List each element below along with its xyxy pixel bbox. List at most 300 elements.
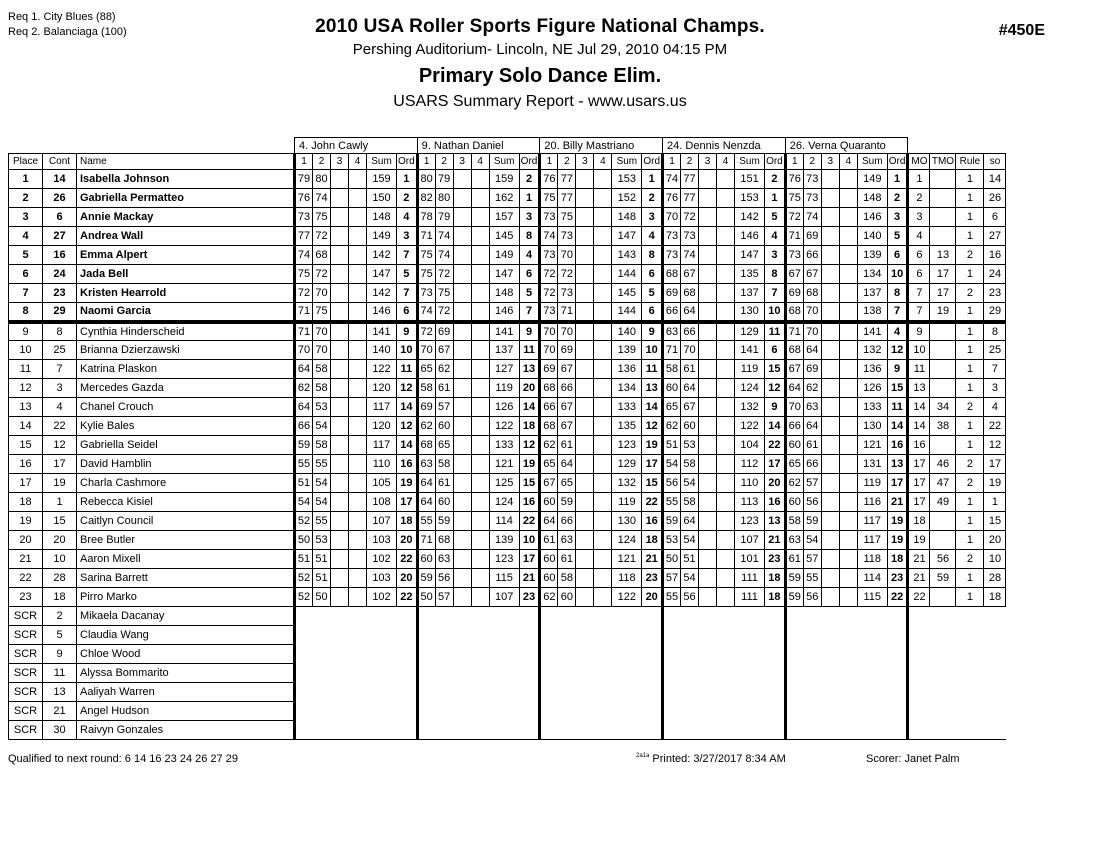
score-cell	[331, 246, 349, 265]
scorer-line: Scorer: Janet Palm	[866, 753, 960, 765]
score-cell	[717, 493, 735, 512]
rule-cell: 2	[956, 246, 984, 265]
score-cell: 69	[417, 398, 435, 417]
score-cell: 68	[681, 284, 699, 303]
ordinal-cell: 7	[397, 246, 418, 265]
ordinal-cell: 9	[887, 360, 908, 379]
sum-ordinals-cell: 6	[984, 208, 1006, 227]
sum-ordinals-cell	[984, 721, 1006, 740]
majority-ordinal-cell	[908, 645, 930, 664]
score-cell	[558, 702, 576, 721]
score-cell	[331, 436, 349, 455]
contestant-number-cell: 14	[43, 170, 77, 189]
score-cell	[803, 702, 821, 721]
score-cell	[331, 512, 349, 531]
score-cell: 57	[663, 569, 681, 588]
ordinal-cell: 21	[765, 531, 786, 550]
score-cell: 72	[558, 265, 576, 284]
score-cell	[453, 208, 471, 227]
score-cell: 68	[785, 303, 803, 322]
score-cell	[717, 512, 735, 531]
ordinal-cell	[765, 645, 786, 664]
rule-cell: 1	[956, 512, 984, 531]
score-cell: 61	[681, 360, 699, 379]
score-cell	[453, 683, 471, 702]
ordinal-cell: 15	[765, 360, 786, 379]
sum-cell: 136	[857, 360, 887, 379]
ordinal-cell: 2	[887, 189, 908, 208]
score-cell	[594, 512, 612, 531]
sum-cell: 149	[489, 246, 519, 265]
score-cell	[313, 702, 331, 721]
score-cell	[594, 455, 612, 474]
score-cell: 64	[417, 493, 435, 512]
score-cell	[699, 588, 717, 607]
score-cell	[821, 379, 839, 398]
ordinal-cell: 7	[519, 303, 540, 322]
sum-ordinals-cell: 25	[984, 341, 1006, 360]
score-cell	[331, 265, 349, 284]
contestant-number-cell: 8	[43, 322, 77, 341]
rule-cell: 1	[956, 417, 984, 436]
score-cell: 72	[435, 303, 453, 322]
contestant-number-cell: 9	[43, 645, 77, 664]
skater-name-cell: David Hamblin	[77, 455, 295, 474]
place-cell: 1	[9, 170, 43, 189]
score-cell	[471, 208, 489, 227]
score-cell: 77	[558, 189, 576, 208]
sum-cell	[857, 607, 887, 626]
ordinal-cell	[519, 645, 540, 664]
score-cell: 55	[417, 512, 435, 531]
score-cell: 54	[313, 474, 331, 493]
score-cell: 61	[803, 436, 821, 455]
score-cell	[821, 265, 839, 284]
score-cell	[594, 208, 612, 227]
score-cell: 72	[313, 227, 331, 246]
result-row	[9, 246, 1006, 265]
total-majority-ordinal-cell	[930, 626, 956, 645]
total-majority-ordinal-cell	[930, 379, 956, 398]
skater-name-cell: Gabriella Seidel	[77, 436, 295, 455]
score-cell: 70	[663, 208, 681, 227]
ordinal-cell: 7	[765, 284, 786, 303]
ordinal-cell: 1	[887, 170, 908, 189]
score-cell: 65	[417, 360, 435, 379]
result-row	[9, 417, 1006, 436]
sum-cell	[489, 626, 519, 645]
score-cell	[594, 664, 612, 683]
ordinal-cell: 5	[397, 265, 418, 284]
total-majority-ordinal-cell: 34	[930, 398, 956, 417]
ordinal-cell	[397, 607, 418, 626]
sum-cell: 102	[367, 550, 397, 569]
score-cell: 54	[803, 531, 821, 550]
score-cell	[821, 455, 839, 474]
judge-name-header: 24. Dennis Nenzda	[663, 138, 786, 154]
ordinal-cell: 2	[765, 170, 786, 189]
score-cell: 68	[540, 379, 558, 398]
score-cell	[453, 341, 471, 360]
score-cell: 77	[681, 170, 699, 189]
place-cell: 23	[9, 588, 43, 607]
sum-cell: 132	[612, 474, 642, 493]
score-cell	[331, 550, 349, 569]
sum-cell: 139	[489, 531, 519, 550]
score-cell	[839, 379, 857, 398]
score-cell	[839, 474, 857, 493]
ordinal-cell: 12	[519, 436, 540, 455]
total-majority-ordinal-cell	[930, 227, 956, 246]
score-cell	[821, 436, 839, 455]
score-cell	[821, 322, 839, 341]
score-cell	[540, 721, 558, 740]
score-cell	[576, 246, 594, 265]
score-cell	[349, 170, 367, 189]
score-cell: 80	[435, 189, 453, 208]
sum-cell: 136	[612, 360, 642, 379]
sum-cell: 127	[489, 360, 519, 379]
score-cell	[453, 531, 471, 550]
ordinal-cell: 10	[519, 531, 540, 550]
sum-cell: 101	[735, 550, 765, 569]
score-cell	[471, 664, 489, 683]
score-cell: 59	[785, 588, 803, 607]
score-cell: 62	[295, 379, 313, 398]
total-majority-ordinal-cell: 46	[930, 455, 956, 474]
sum-cell: 137	[857, 284, 887, 303]
score-cell: 61	[558, 550, 576, 569]
sum-cell: 115	[857, 588, 887, 607]
score-cell	[313, 721, 331, 740]
score-cell	[576, 360, 594, 379]
score-cell: 71	[417, 531, 435, 550]
score-cell	[576, 398, 594, 417]
score-cell	[453, 455, 471, 474]
sum-cell: 149	[367, 227, 397, 246]
rule-cell: 1	[956, 379, 984, 398]
sum-cell	[367, 664, 397, 683]
score-cell	[349, 303, 367, 322]
score-cell: 53	[681, 436, 699, 455]
score-cell	[803, 626, 821, 645]
rule-cell: 2	[956, 550, 984, 569]
ordinal-cell: 6	[642, 303, 663, 322]
contestant-number-cell: 12	[43, 436, 77, 455]
judge-subcol-header: Ord	[519, 154, 540, 170]
sum-ordinals-cell: 12	[984, 436, 1006, 455]
score-cell	[717, 436, 735, 455]
score-cell: 74	[681, 246, 699, 265]
score-cell: 61	[540, 531, 558, 550]
score-cell	[785, 607, 803, 626]
scratch-row	[9, 721, 1006, 740]
skater-name-cell: Angel Hudson	[77, 702, 295, 721]
score-cell	[295, 664, 313, 683]
judge-subcol-header: 4	[471, 154, 489, 170]
score-cell: 58	[313, 360, 331, 379]
sum-cell: 117	[367, 398, 397, 417]
sum-ordinals-cell: 19	[984, 474, 1006, 493]
score-cell	[453, 284, 471, 303]
sum-cell: 104	[735, 436, 765, 455]
score-cell	[717, 607, 735, 626]
sum-cell: 119	[857, 474, 887, 493]
score-cell	[453, 322, 471, 341]
score-cell	[453, 474, 471, 493]
score-cell	[331, 664, 349, 683]
majority-ordinal-cell: 7	[908, 303, 930, 322]
score-cell: 61	[435, 379, 453, 398]
ordinal-cell	[519, 607, 540, 626]
score-cell	[717, 569, 735, 588]
score-cell: 62	[435, 360, 453, 379]
score-cell	[417, 702, 435, 721]
ordinal-cell: 17	[765, 455, 786, 474]
score-cell	[576, 284, 594, 303]
score-cell	[821, 664, 839, 683]
score-cell	[471, 474, 489, 493]
sum-cell: 146	[735, 227, 765, 246]
sum-cell: 122	[612, 588, 642, 607]
ordinal-cell: 14	[642, 398, 663, 417]
rule-cell	[956, 683, 984, 702]
score-cell	[453, 303, 471, 322]
result-row	[9, 531, 1006, 550]
score-cell	[821, 360, 839, 379]
score-cell	[717, 664, 735, 683]
skater-name-cell: Annie Mackay	[77, 208, 295, 227]
score-cell	[349, 417, 367, 436]
ordinal-cell: 4	[519, 246, 540, 265]
score-cell	[313, 683, 331, 702]
score-cell	[576, 531, 594, 550]
judge-name-header: 26. Verna Quaranto	[785, 138, 908, 154]
score-cell	[594, 303, 612, 322]
score-cell: 60	[558, 588, 576, 607]
score-cell	[803, 721, 821, 740]
ordinal-cell	[642, 721, 663, 740]
sum-cell: 147	[489, 265, 519, 284]
score-cell	[594, 474, 612, 493]
skater-name-cell: Chanel Crouch	[77, 398, 295, 417]
ordinal-cell: 2	[397, 189, 418, 208]
score-cell	[717, 626, 735, 645]
score-cell: 54	[663, 455, 681, 474]
score-cell	[471, 531, 489, 550]
contestant-number-cell: 15	[43, 512, 77, 531]
score-cell	[558, 645, 576, 664]
score-cell	[663, 683, 681, 702]
sum-cell: 110	[735, 474, 765, 493]
contestant-number-cell: 26	[43, 189, 77, 208]
majority-ordinal-cell: 11	[908, 360, 930, 379]
score-cell: 68	[435, 531, 453, 550]
sum-cell: 148	[612, 208, 642, 227]
score-cell: 62	[417, 417, 435, 436]
score-cell	[717, 398, 735, 417]
score-cell	[349, 360, 367, 379]
score-cell	[471, 246, 489, 265]
score-cell	[453, 265, 471, 284]
majority-ordinal-cell	[908, 607, 930, 626]
total-majority-ordinal-cell	[930, 512, 956, 531]
footer	[8, 753, 997, 769]
score-cell	[699, 531, 717, 550]
ordinal-cell	[887, 645, 908, 664]
score-cell	[471, 493, 489, 512]
score-cell: 67	[681, 265, 699, 284]
score-cell	[821, 398, 839, 417]
score-cell	[717, 341, 735, 360]
sum-cell: 147	[367, 265, 397, 284]
sum-cell: 150	[367, 189, 397, 208]
score-cell	[821, 493, 839, 512]
contestant-number-cell: 11	[43, 664, 77, 683]
rule-cell: 1	[956, 341, 984, 360]
rule-cell: 2	[956, 474, 984, 493]
score-cell	[435, 664, 453, 683]
score-cell: 50	[295, 531, 313, 550]
ordinal-cell: 1	[765, 189, 786, 208]
score-cell	[717, 265, 735, 284]
score-cell	[331, 645, 349, 664]
score-cell	[331, 493, 349, 512]
event-title: Primary Solo Dance Elim.	[418, 65, 662, 87]
ordinal-cell: 3	[519, 208, 540, 227]
score-cell	[453, 398, 471, 417]
score-cell	[558, 721, 576, 740]
score-cell: 64	[417, 474, 435, 493]
score-cell	[349, 664, 367, 683]
sum-cell	[367, 626, 397, 645]
score-cell: 66	[558, 512, 576, 531]
score-cell	[349, 341, 367, 360]
ordinal-cell: 20	[397, 531, 418, 550]
printed-line	[636, 753, 786, 765]
score-cell	[681, 607, 699, 626]
result-row	[9, 170, 1006, 189]
score-cell	[785, 645, 803, 664]
score-cell	[821, 702, 839, 721]
score-cell: 71	[417, 227, 435, 246]
score-cell	[331, 588, 349, 607]
ordinal-cell: 21	[642, 550, 663, 569]
place-cell: 19	[9, 512, 43, 531]
skater-name-cell: Andrea Wall	[77, 227, 295, 246]
rule-cell: 1	[956, 436, 984, 455]
sum-ordinals-cell: 18	[984, 588, 1006, 607]
sum-ordinals-cell: 29	[984, 303, 1006, 322]
score-cell	[576, 664, 594, 683]
ordinal-cell: 16	[519, 493, 540, 512]
score-cell	[295, 721, 313, 740]
ordinal-cell: 16	[765, 493, 786, 512]
score-cell	[681, 626, 699, 645]
score-cell	[349, 550, 367, 569]
score-cell	[471, 265, 489, 284]
score-cell: 70	[803, 322, 821, 341]
score-cell: 65	[663, 398, 681, 417]
rule-cell	[956, 664, 984, 683]
score-cell	[331, 189, 349, 208]
sum-cell: 118	[612, 569, 642, 588]
sum-cell	[857, 664, 887, 683]
stat-header: so	[984, 154, 1006, 170]
ordinal-cell: 9	[642, 322, 663, 341]
sum-cell: 142	[735, 208, 765, 227]
judge-subcol-header: 3	[331, 154, 349, 170]
ordinal-cell	[397, 683, 418, 702]
score-cell	[839, 683, 857, 702]
score-cell: 63	[417, 455, 435, 474]
score-cell: 67	[785, 265, 803, 284]
score-cell	[576, 683, 594, 702]
score-cell	[839, 417, 857, 436]
judge-subcol-header: 3	[453, 154, 471, 170]
score-cell: 53	[313, 398, 331, 417]
ordinal-cell	[519, 721, 540, 740]
ordinal-cell: 11	[765, 322, 786, 341]
score-cell	[681, 702, 699, 721]
score-cell	[699, 208, 717, 227]
total-majority-ordinal-cell	[930, 607, 956, 626]
score-cell	[417, 607, 435, 626]
sum-cell: 118	[857, 550, 887, 569]
score-cell: 64	[681, 512, 699, 531]
sum-ordinals-cell: 22	[984, 417, 1006, 436]
score-cell: 75	[313, 303, 331, 322]
score-cell	[435, 626, 453, 645]
req-2-line: Req 2. Balanciaga (100)	[8, 26, 127, 38]
score-cell	[349, 227, 367, 246]
judge-subcol-header: Ord	[642, 154, 663, 170]
score-cell	[699, 170, 717, 189]
place-cell: SCR	[9, 626, 43, 645]
sum-cell	[735, 683, 765, 702]
printed-text: Printed: 3/27/2017 8:34 AM	[652, 753, 786, 765]
result-row	[9, 208, 1006, 227]
score-cell	[821, 284, 839, 303]
score-cell	[453, 664, 471, 683]
stat-header: TMO	[930, 154, 956, 170]
sum-cell	[857, 683, 887, 702]
score-cell: 69	[435, 322, 453, 341]
ordinal-cell: 8	[887, 284, 908, 303]
sum-cell: 134	[612, 379, 642, 398]
result-row	[9, 550, 1006, 569]
score-cell: 60	[540, 493, 558, 512]
score-cell	[540, 702, 558, 721]
result-row	[9, 265, 1006, 284]
sum-cell: 121	[857, 436, 887, 455]
ordinal-cell	[887, 664, 908, 683]
score-cell	[839, 322, 857, 341]
sum-cell: 102	[367, 588, 397, 607]
sum-cell: 116	[857, 493, 887, 512]
score-cell	[699, 664, 717, 683]
ordinal-cell: 14	[397, 436, 418, 455]
score-cell	[313, 645, 331, 664]
score-cell	[699, 322, 717, 341]
score-cell	[540, 645, 558, 664]
score-cell	[349, 721, 367, 740]
sum-cell: 149	[857, 170, 887, 189]
right-spacer	[908, 138, 1006, 154]
majority-ordinal-cell: 3	[908, 208, 930, 227]
ordinal-cell: 11	[397, 360, 418, 379]
score-cell	[349, 531, 367, 550]
